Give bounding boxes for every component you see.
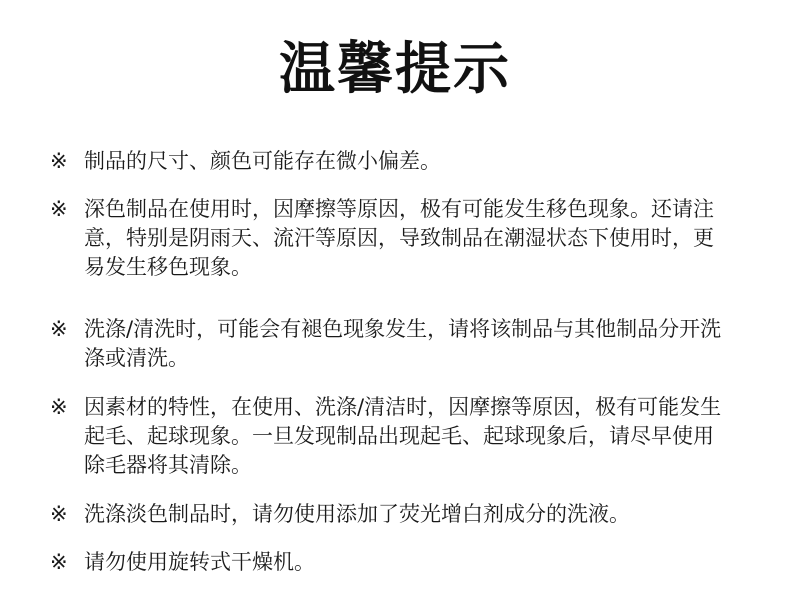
notice-text: 洗涤/清洗时，可能会有褪色现象发生，请将该制品与其他制品分开洗涤或清洗。	[84, 317, 722, 370]
reference-mark-icon: ※	[50, 317, 68, 341]
notice-item	[50, 147, 740, 176]
notice-item	[50, 195, 740, 282]
notice-item	[50, 393, 740, 480]
reference-mark-icon: ※	[50, 395, 68, 419]
notice-text: 因素材的特性，在使用、洗涤/清洁时，因摩擦等原因，极有可能发生起毛、起球现象。一旦发现制品出现起毛、起球现象后，请尽早使用除毛器将其清除。	[84, 395, 722, 477]
reference-mark-icon: ※	[50, 502, 68, 526]
notice-text: 深色制品在使用时，因摩擦等原因，极有可能发生移色现象。还请注意，特别是阴雨天、流汗等原因，导致制品在潮湿状态下使用时，更易发生移色现象。	[84, 197, 714, 279]
notice-text: 制品的尺寸、颜色可能存在微小偏差。	[84, 149, 441, 173]
page-title: 温馨提示	[279, 37, 511, 102]
reference-mark-icon: ※	[50, 149, 68, 173]
notice-item	[50, 315, 740, 373]
reference-mark-icon: ※	[50, 197, 68, 221]
notice-text: 洗涤淡色制品时，请勿使用添加了荧光增白剂成分的洗液。	[84, 502, 630, 526]
notice-item	[50, 500, 740, 529]
notice-item	[50, 548, 740, 577]
reference-mark-icon: ※	[50, 550, 68, 574]
notice-text: 请勿使用旋转式干燥机。	[84, 550, 315, 574]
